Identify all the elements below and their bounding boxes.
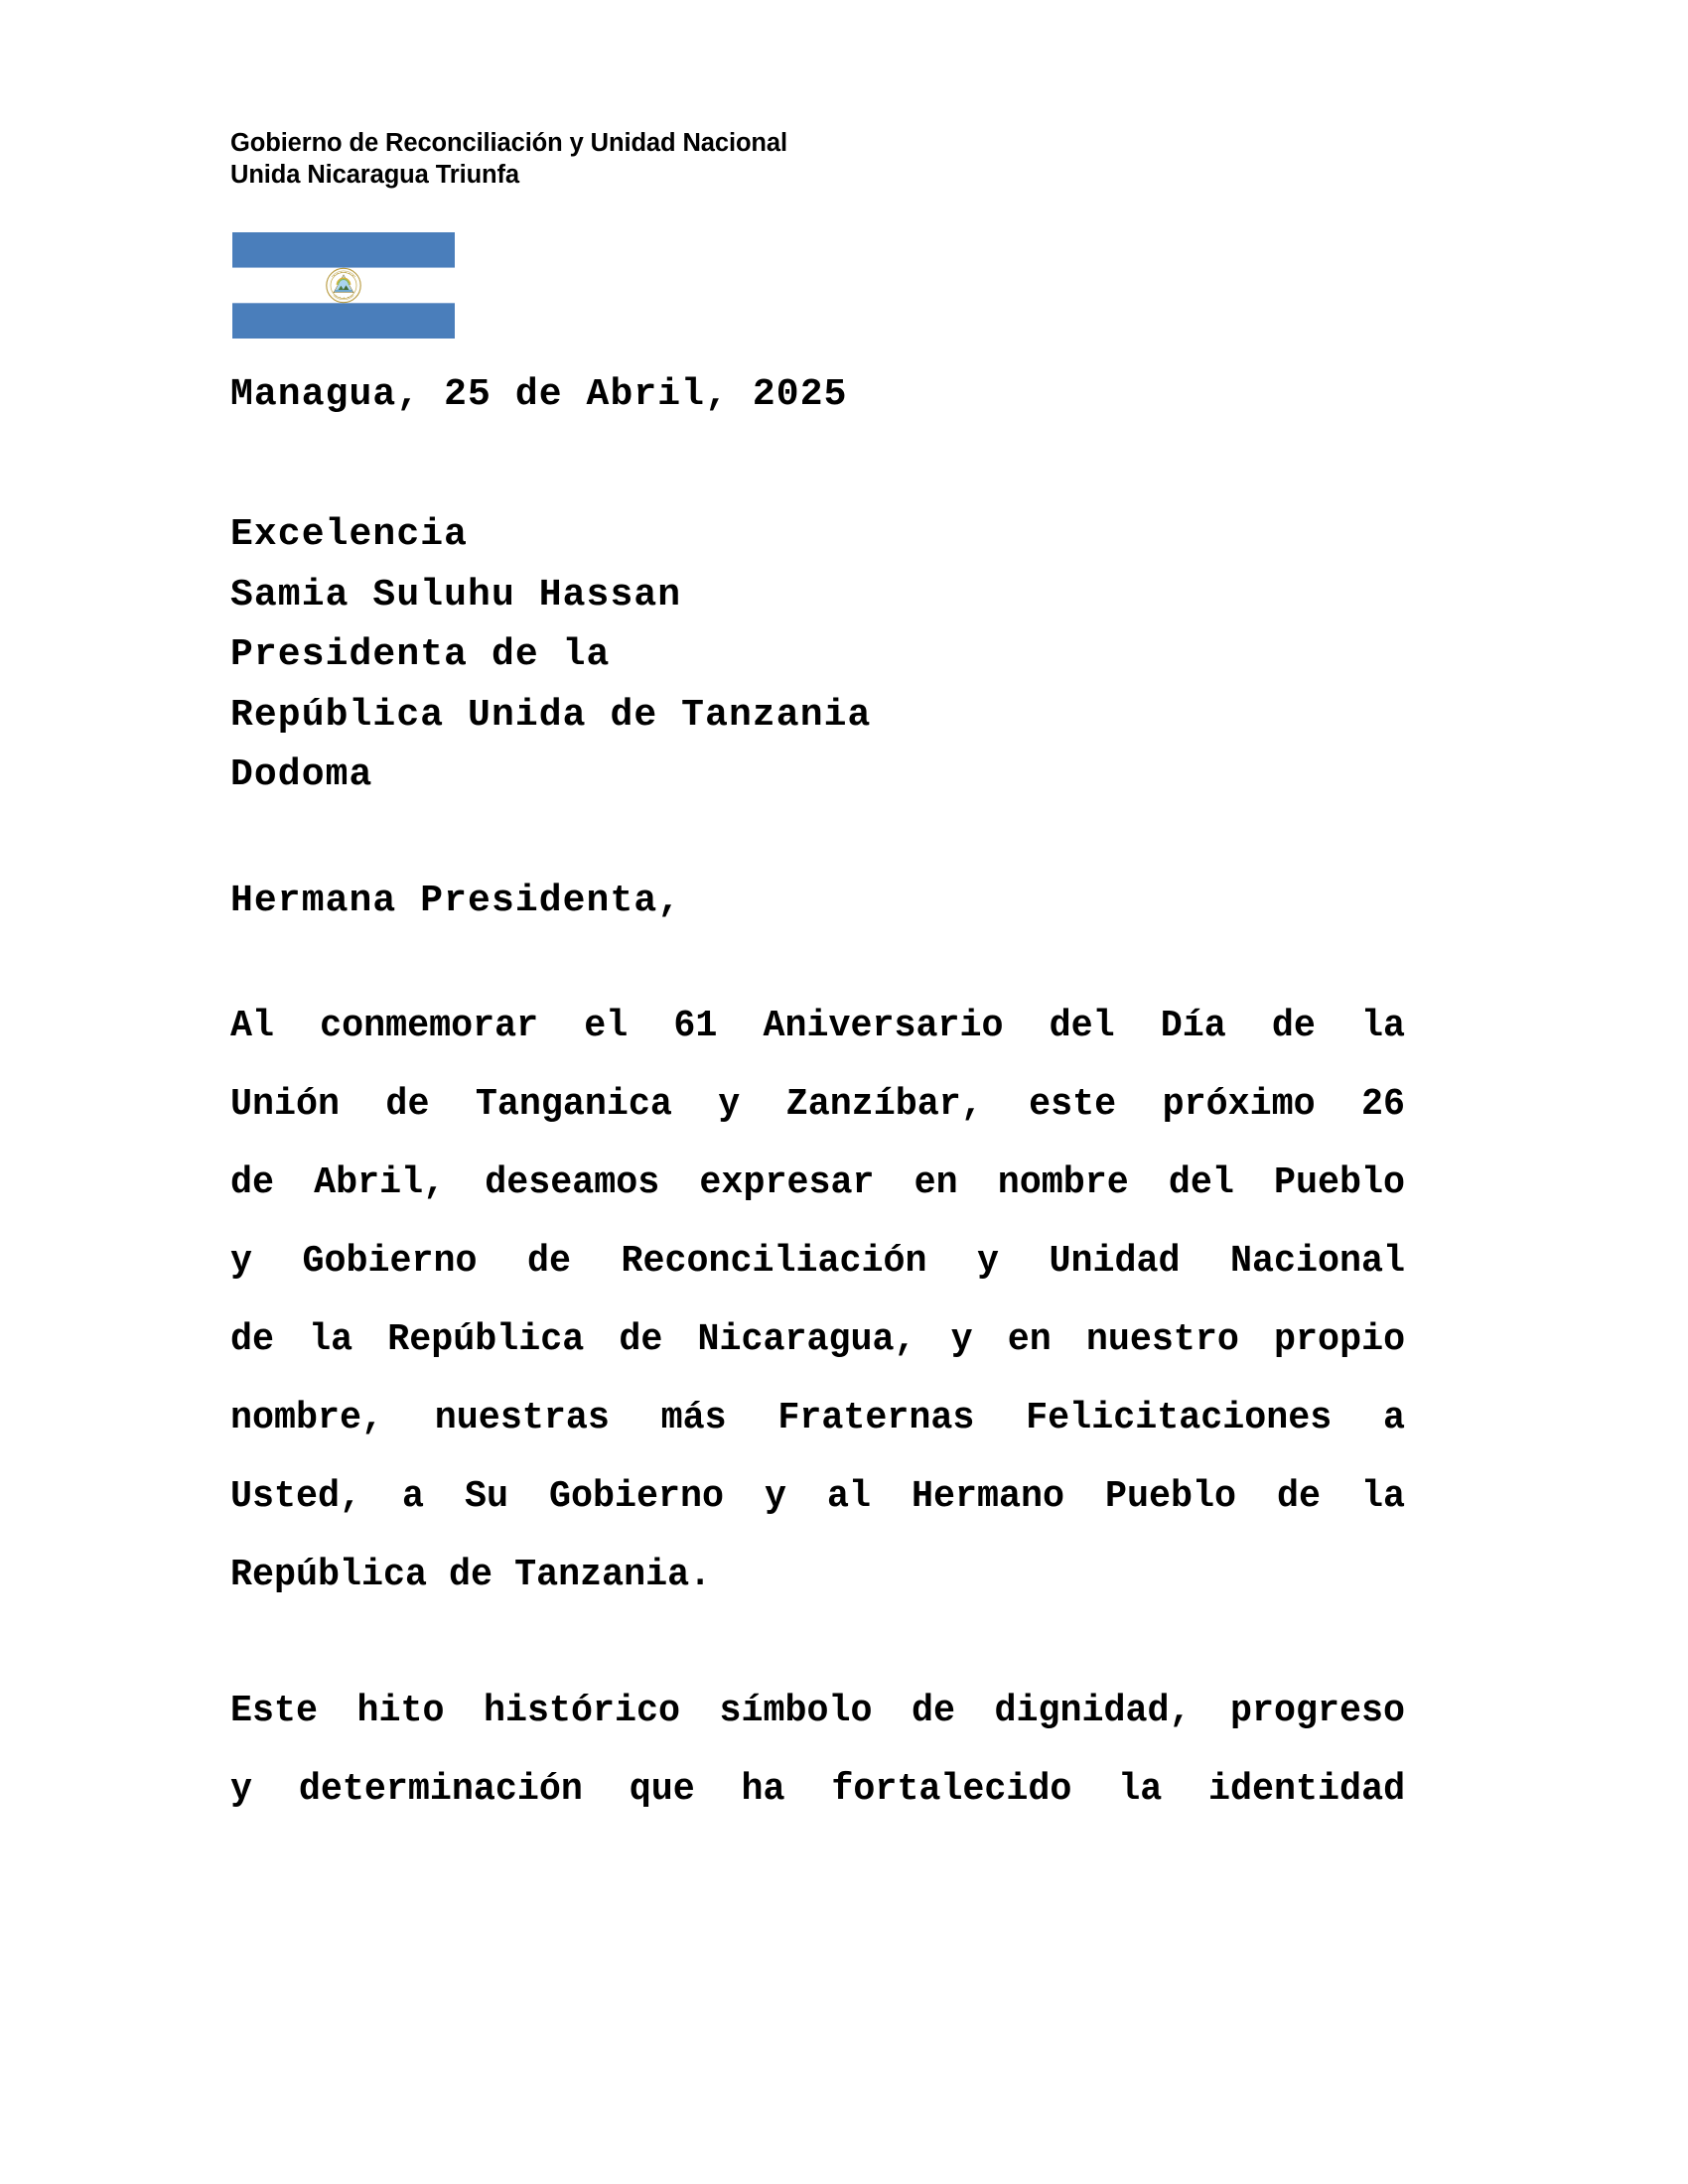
paragraph-1-line-6: nombre, nuestras más Fraternas Felicitaciones a — [230, 1396, 1406, 1439]
paragraph-1-line-2: Unión de Tanganica y Zanzíbar, este próximo 26 — [230, 1082, 1406, 1126]
address-line-excellency: Excelencia — [230, 513, 469, 556]
letterhead-line-1: Gobierno de Reconciliación y Unidad Nacional — [230, 129, 787, 157]
coat-of-arms-emblem — [327, 268, 360, 302]
nicaragua-flag — [232, 232, 455, 339]
paragraph-1-line-8: República de Tanzania. — [230, 1553, 712, 1596]
paragraph-2 — [230, 1672, 1405, 1829]
address-line-city: Dodoma — [230, 753, 373, 796]
spacer-before-paragraph-1 — [230, 929, 1448, 987]
address-line-country: República Unida de Tanzania — [230, 693, 872, 737]
paragraph-1-line-7: Usted, a Su Gobierno y al Hermano Pueblo de la — [230, 1474, 1405, 1518]
spacer-between-paragraphs — [230, 1614, 1448, 1672]
address-line-name: Samia Suluhu Hassan — [230, 573, 682, 616]
letterhead-line-2: Unida Nicaragua Triunfa — [230, 161, 520, 189]
nicaragua-flag-svg — [232, 232, 455, 339]
letterhead — [230, 127, 1462, 191]
paragraph-2-line-2: y determinación que ha fortalecido la identidad — [230, 1767, 1406, 1811]
recipient-address-block — [230, 505, 1448, 806]
paragraph-1-line-5: de la República de Nicaragua, y en nuestro propio — [230, 1317, 1406, 1361]
paragraph-2-line-1: Este hito histórico símbolo de dignidad, progreso — [230, 1689, 1406, 1732]
paragraph-1-line-4: y Gobierno de Reconciliación y Unidad Nacional — [230, 1239, 1406, 1283]
spacer-before-salutation — [230, 806, 1448, 874]
flag-stripe-bottom — [232, 303, 455, 339]
spacer-after-date — [230, 421, 1448, 505]
paragraph-1-line-3: de Abril, deseamos expresar en nombre del Pueblo — [230, 1160, 1406, 1204]
flag-stripe-top — [232, 232, 455, 268]
paragraph-1-line-1: Al conmemorar el 61 Aniversario del Día de la — [230, 1004, 1405, 1047]
letter-body — [230, 369, 1448, 1829]
address-line-title: Presidenta de la — [230, 633, 611, 676]
date-line: Managua, 25 de Abril, 2025 — [230, 373, 848, 416]
paragraph-1 — [230, 987, 1405, 1614]
salutation: Hermana Presidenta, — [230, 879, 682, 922]
